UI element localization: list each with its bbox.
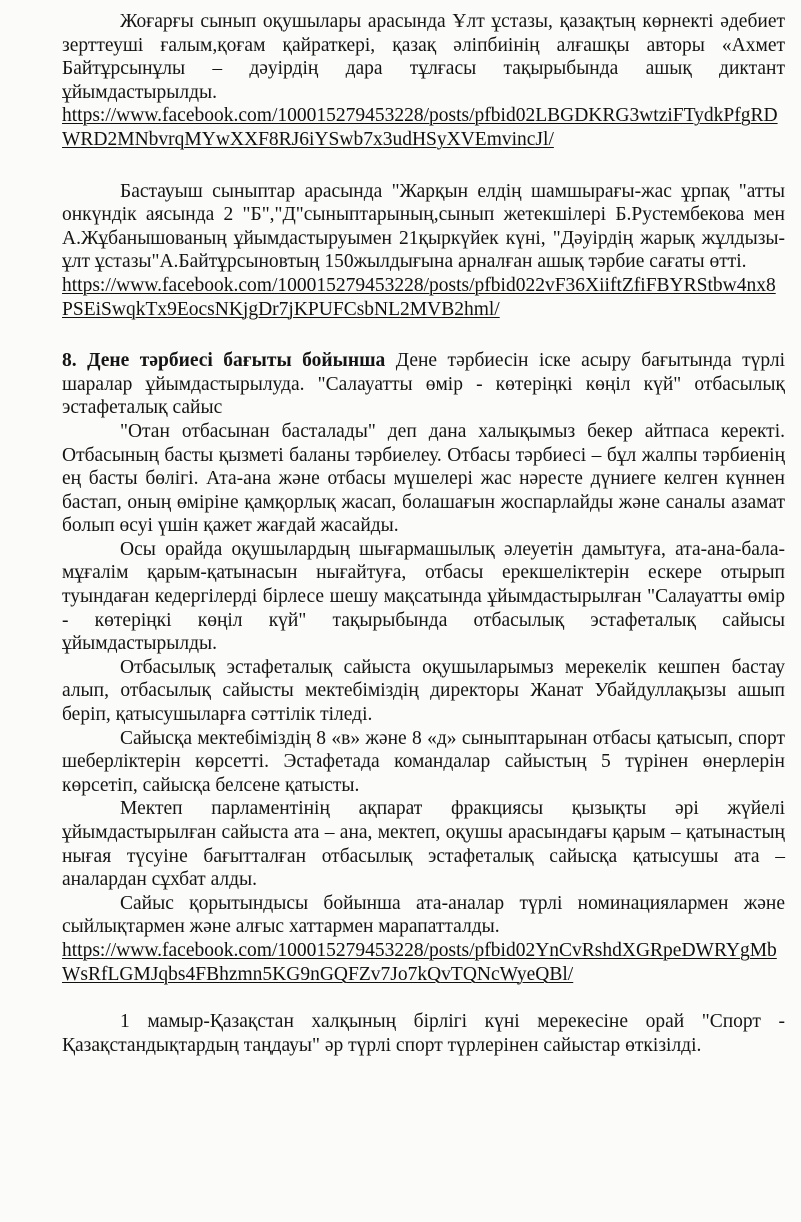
paragraph-family: "Отан отбасынан басталады" деп дана халықымыз бекер айтпаса керекті. Отбасының басты қызметі баланы тәрбиелеу. Отбасы тәрбиесі – бұл жалпы тәрбиенің ең басты бөлігі. Ата-ана және отбасы мүшелері жас нәресте дүниеге келген күннен бастап, оның өміріне қамқорлық жасап, болашағын жоспарлайды және саналы азамат болып өсуі үшін қажет жағдай жасайды. <box>62 420 785 537</box>
section-8-heading: 8. Дене тәрбиесі бағыты бойынша <box>62 350 386 372</box>
paragraph-opening: Отбасылық эстафеталық сайыста оқушыларымыз мерекелік кешпен бастау алып, отбасылық сайысты мектебіміздің директоры Жанат Убайдуллақызы ашып беріп, қатысушыларға сәттілік тіледі. <box>62 656 785 726</box>
paragraph-interview: Мектеп парламентінің ақпарат фракциясы қызықты әрі жүйелі ұйымдастырылған сайыста ата – ана, мектеп, оқушы арасындағы қарым – қатынастың нығая түсуіне бағытталған отбасылық эстафеталық сайысқа қатысушы ата – аналардан сұхбат алды. <box>62 798 785 891</box>
paragraph-purpose: Осы орайда оқушылардың шығармашылық әлеуетін дамытуға, ата-ана-бала-мұғалім қарым-қатынасын нығайтуға, отбасы ерекшеліктерін ескере отырып туындаған кедергілерді бірлесе шешу мақсатында ұйымдастырылған "Салауатты өмір - көтеріңкі көңіл күй" тақырыбында отбасылық эстафеталық сайысы ұйымдастырылды. <box>62 538 785 655</box>
facebook-link-relay[interactable]: https://www.facebook.com/100015279453228/posts/pfbid02YnCvRshdXGRpeDWRYgMbWsRfLGMJqbs4FBhzmn5KG9nGQFZv7Jo7kQvTQNcWyeQBl/ <box>62 939 777 985</box>
paragraph-participants: Сайысқа мектебіміздің 8 «в» және 8 «д» сыныптарынан отбасы қатысып, спорт шеберліктерін көрсетті. Эстафетада командалар сайыстың 5 түрінен өнерлерін көрсетіп, сайысқа белсене қатысты. <box>62 727 785 796</box>
section-8-intro: Дене тәрбиесін іске асыру бағытында түрлі шаралар ұйымдастырылуда. "Салауатты өмір - көтеріңкі көңіл күй" отбасылық эстафеталық сайыс <box>62 350 785 419</box>
facebook-link-dictation[interactable]: https://www.facebook.com/100015279453228/posts/pfbid02LBGDKRG3wtziFTydkPfgRDWRD2MNbvrqMYwXXF8RJ6iYSwb7x3udHSyXVEmvincJl/ <box>62 105 778 150</box>
paragraph-gap <box>62 321 785 349</box>
paragraph-unity-day: 1 мамыр-Қазақстан халқының бірлігі күні мерекесіне орай "Спорт - Қазақстандықтардың таңдауы" әр түрлі спорт түрлерінен сайыстар өткізілді. <box>62 1011 785 1056</box>
facebook-link-primary-classes[interactable]: https://www.facebook.com/100015279453228/posts/pfbid022vF36XiiftZfiFBYRStbw4nx8PSEiSwqkTx9EocsNKjgDr7jKPUFCsbNL2MVB2hml/ <box>62 274 776 320</box>
paragraph-gap <box>62 986 785 1010</box>
paragraph-results: Сайыс қорытындысы бойынша ата-аналар түрлі номинациялармен және сыйлықтармен және алғыс хаттармен марапатталды. <box>62 892 785 938</box>
paragraph-dictation: Жоғарғы сынып оқушылары арасында Ұлт ұстазы, қазақтың көрнекті әдебиет зерттеуші ғалым,қоғам қайраткері, қазақ әліпбиінің алғашқы авторы «Ахмет Байтұрсынұлы – дәуірдің дара тұлғасы тақырыбында ашық диктант ұйымдастырылды. <box>62 11 785 103</box>
section-8-paragraph <box>62 349 785 420</box>
paragraph-primary-classes: Бастауыш сыныптар арасында "Жарқын елдің шамшырағы-жас ұрпақ "атты онкүндік аясында 2 "Б","Д"сыныптарының,сынып жетекшілері Б.Рустембекова мен А.Жұбанышованың ұйымдастыруымен 21қыркүйек күні, "Дәуірдің жарық жұлдызы-ұлт ұстазы"А.Байтұрсыновтың 150жылдығына арналған ашық тәрбие сағаты өтті. <box>62 180 785 273</box>
paragraph-gap <box>62 152 785 180</box>
